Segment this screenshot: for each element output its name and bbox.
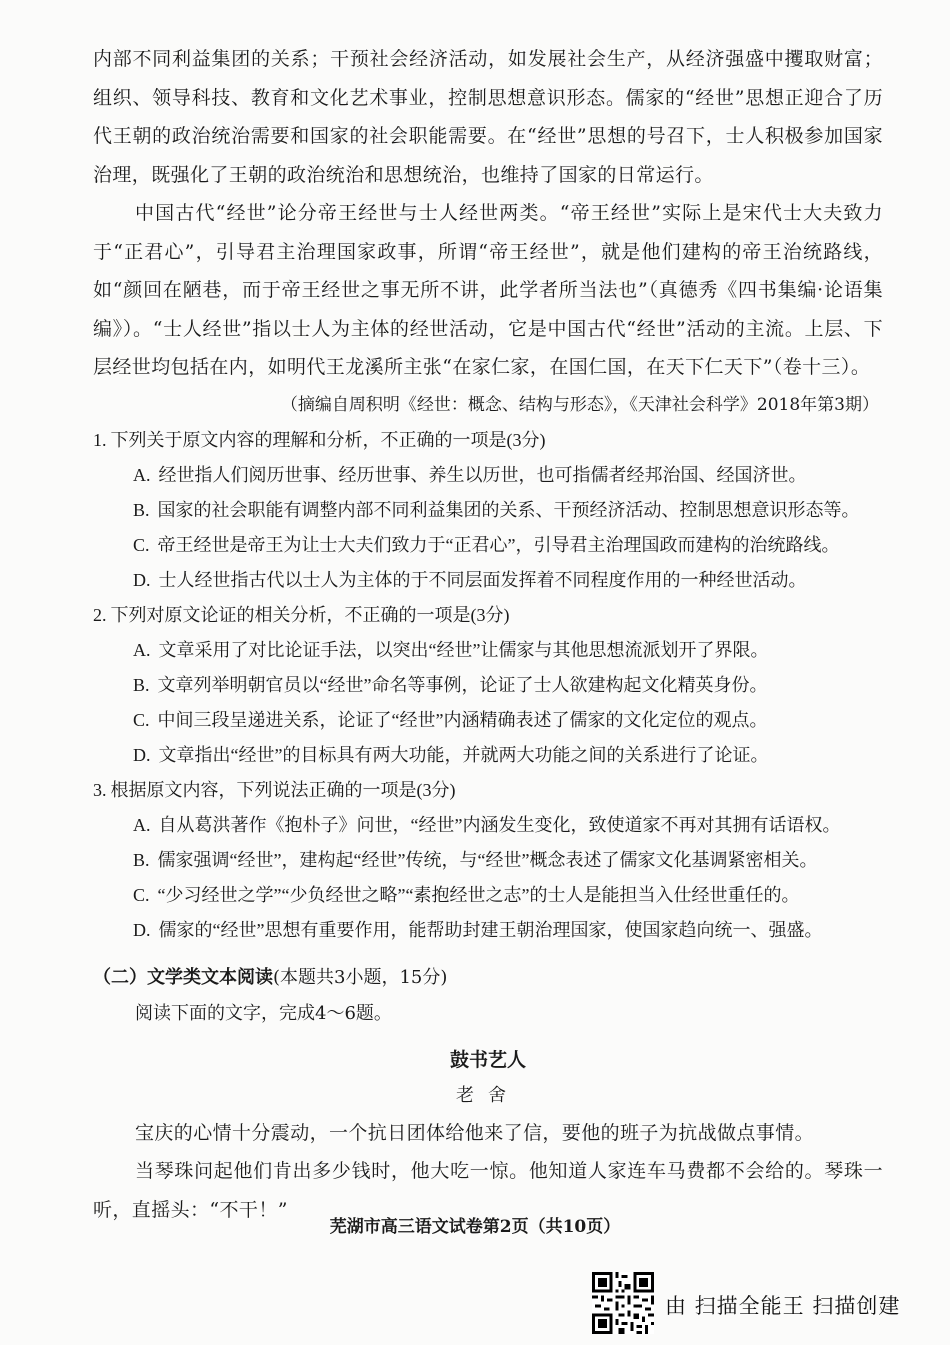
option-1c: C. 帝王经世是帝王为让士大夫们致力于“正君心”，引导君主治理国政而建构的治统路线。 [133,534,840,555]
question-stem [93,598,883,633]
question-stem [93,423,883,458]
story-paragraph-1: 宝庆的心情十分震动，一个抗日团体给他来了信，要他的班子为抗战做点事情。 [135,1121,815,1144]
passage-source: （摘编自周积明《经世：概念、结构与形态》，《天津社会科学》2018年第3期） [280,394,879,415]
option-3c: C. “少习经世之学”“少负经世之略”“素抱经世之志”的士人是能担当入仕经世重任的。 [133,884,800,905]
option-3d: D. 儒家的“经世”思想有重要作用，能帮助封建王朝治理国家，使国家趋向统一、强盛。 [133,919,823,940]
option-3a: A. 自从葛洪著作《抱朴子》问世，“经世”内涵发生变化，致使道家不再对其拥有话语权。 [133,814,841,835]
passage-paragraph-1: 内部不同利益集团的关系；干预社会经济活动，如发展社会生产，从经济强盛中攫取财富；组织、领导科技、教育和文化艺术事业，控制思想意识形态。儒家的“经世”思想正迎合了历代王朝的政治统治需要和国家的社会职能需要。在“经世”思想的号召下，士人积极参加国家治理，既强化了王朝的政治统治和思想统治，也维持了国家的日常运行。 [93,48,883,186]
passage-paragraph-2: 中国古代“经世”论分帝王经世与士人经世两类。“帝王经世”实际上是宋代士大夫致力于“正君心”，引导君主治理国家政事，所谓“帝王经世”，就是他们建构的帝王治统路线，如“颜回在陋巷，而于帝王经世之事无所不讲，此学者所当法也”（真德秀《四书集编·论语集编》）。“士人经世”指以士人为主体的经世活动，它是中国古代“经世”活动的主流。上层、下层经世均包括在内，如明代王龙溪所主张“在家仁家，在国仁国，在天下仁天下”（卷十三）。 [93,202,883,378]
question-number: 3. [93,779,107,800]
question-1 [93,423,883,598]
option-1d: D. 士人经世指古代以士人为主体的于不同层面发挥着不同程度作用的一种经世活动。 [133,569,807,590]
question-text: 根据原文内容，下列说法正确的一项是(3分) [110,779,456,800]
option-2c: C. 中间三段呈递进关系，论证了“经世”内涵精确表述了儒家的文化定位的观点。 [133,709,768,730]
section-instruction: 阅读下面的文字，完成4～6题。 [135,1002,392,1024]
question-number: 1. [93,429,107,450]
option-1a: A. 经世指人们阅历世事、经历世事、养生以历世，也可指儒者经邦治国、经国济世。 [133,464,807,485]
option-1b: B. 国家的社会职能有调整内部不同利益集团的关系、干预经济活动、控制思想意识形态等。 [133,499,860,520]
qr-code-icon [592,1272,654,1334]
option-2b: B. 文章列举明朝官员以“经世”命名等事例，论证了士人欲建构起文化精英身份。 [133,674,768,695]
option-3b: B. 儒家强调“经世”，建构起“经世”传统，与“经世”概念表述了儒家文化基调紧密相关。 [133,849,818,870]
scanner-stamp-text: 由 扫描全能王 扫描创建 [665,1294,901,1318]
option-2a: A. 文章采用了对比论证手法，以突出“经世”让儒家与其他思想流派划开了界限。 [133,639,769,660]
question-text: 下列对原文论证的相关分析，不正确的一项是(3分) [110,604,510,625]
question-number: 2. [93,604,107,625]
question-text: 下列关于原文内容的理解和分析，不正确的一项是(3分) [110,429,546,450]
story-title: 鼓书艺人 [449,1048,526,1071]
page-content [93,40,883,1229]
question-3 [93,773,883,948]
story-author: 老舍 [456,1084,520,1106]
page-footer: 芜湖市高三语文试卷第2页（共10页） [329,1217,621,1237]
section-heading: （二）文学类文本阅读(本题共3小题，15分) [93,966,448,988]
question-2 [93,598,883,773]
option-2d: D. 文章指出“经世”的目标具有两大功能，并就两大功能之间的关系进行了论证。 [133,744,769,765]
story-paragraph-2: 当琴珠问起他们肯出多少钱时，他大吃一惊。他知道人家连车马费都不会给的。琴珠一听，直摇头：“不干！” [93,1160,883,1221]
question-stem [93,773,883,808]
